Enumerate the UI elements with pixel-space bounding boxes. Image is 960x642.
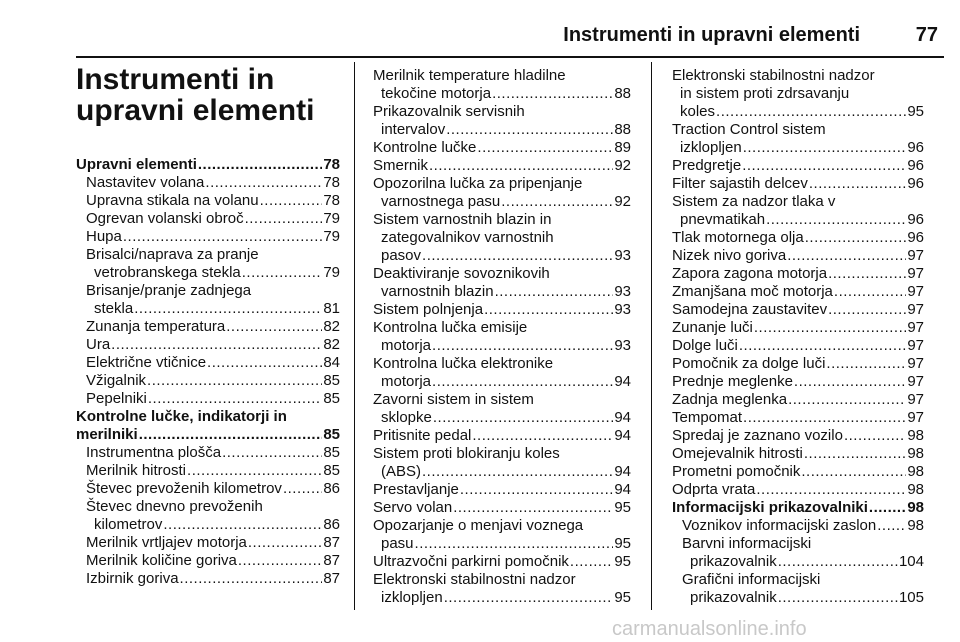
toc-entry[interactable]: Smernik ..... 92 (373, 157, 631, 175)
column-divider (651, 62, 652, 610)
toc-entry[interactable]: Zmanjšana moč motorja ..... 97 (672, 283, 924, 301)
toc-entry[interactable]: Zunanja temperatura ..... 82 (76, 318, 340, 336)
toc-entry[interactable]: Elektronski stabilnostni nadzor in sistem proti zdrsavanju koles ..... 95 (672, 67, 924, 121)
toc-entry[interactable]: Kontrolna lučka elektronike motorja ..... 94 (373, 355, 631, 391)
toc-entry[interactable]: Kontrolna lučka emisije motorja ..... 93 (373, 319, 631, 355)
toc-column-1 (76, 63, 340, 588)
toc-entry[interactable]: Filter sajastih delcev ..... 96 (672, 175, 924, 193)
toc-entry[interactable]: Opozorilna lučka za pripenjanje varnostnega pasu ..... 92 (373, 175, 631, 211)
toc-entry[interactable]: Tempomat ..... 97 (672, 409, 924, 427)
column-divider (354, 62, 355, 610)
toc-entry[interactable]: Ogrevan volanski obroč ..... 79 (76, 210, 340, 228)
toc-entry[interactable]: Merilnik temperature hladilne tekočine motorja ..... 88 (373, 67, 631, 103)
toc-entry[interactable]: Omejevalnik hitrosti ..... 98 (672, 445, 924, 463)
toc-entry[interactable]: Samodejna zaustavitev ..... 97 (672, 301, 924, 319)
toc-entry[interactable]: Voznikov informacijski zaslon ..... 98 (672, 517, 924, 535)
header-title: Instrumenti in upravni elementi (563, 24, 860, 46)
toc-entry[interactable]: Upravna stikala na volanu ..... 78 (76, 192, 340, 210)
toc-entry[interactable]: Dolge luči ..... 97 (672, 337, 924, 355)
toc-entry[interactable]: Sistem proti blokiranju koles (ABS) ..... 94 (373, 445, 631, 481)
toc-entry[interactable]: Opozarjanje o menjavi voznega pasu ..... 95 (373, 517, 631, 553)
toc-section[interactable]: Upravni elementi ..... 78 (76, 156, 340, 174)
toc-entry[interactable]: Nizek nivo goriva ..... 97 (672, 247, 924, 265)
toc-entry[interactable]: Prednje meglenke ..... 97 (672, 373, 924, 391)
header-rule (76, 56, 944, 58)
toc-entry[interactable]: Vžigalnik ..... 85 (76, 372, 340, 390)
toc-entry[interactable]: Brisalci/naprava za pranje vetrobranskega stekla ..... 79 (76, 246, 340, 282)
toc-entry[interactable]: Servo volan ..... 95 (373, 499, 631, 517)
toc-entry[interactable]: Instrumentna plošča ..... 85 (76, 444, 340, 462)
toc-entry[interactable]: Sistem za nadzor tlaka v pnevmatikah ..... 96 (672, 193, 924, 229)
toc-entry[interactable]: Pepelniki ..... 85 (76, 390, 340, 408)
toc-section[interactable]: Informacijski prikazovalniki ..... 98 (672, 499, 924, 517)
toc-section[interactable]: Kontrolne lučke, indikatorji in merilniki ..... 85 (76, 408, 340, 444)
toc-entry[interactable]: Pomočnik za dolge luči ..... 97 (672, 355, 924, 373)
toc-entry[interactable]: Prikazovalnik servisnih intervalov ..... 88 (373, 103, 631, 139)
toc-entry[interactable]: Prestavljanje ..... 94 (373, 481, 631, 499)
toc-entry[interactable]: Sistem polnjenja ..... 93 (373, 301, 631, 319)
toc-entry[interactable]: Brisanje/pranje zadnjega stekla ..... 81 (76, 282, 340, 318)
toc-entry[interactable]: Nastavitev volana ..... 78 (76, 174, 340, 192)
toc-entry[interactable]: Zunanje luči ..... 97 (672, 319, 924, 337)
toc-entry[interactable]: Traction Control sistem izklopljen ..... 96 (672, 121, 924, 157)
toc-entry[interactable]: Prometni pomočnik ..... 98 (672, 463, 924, 481)
toc-entry[interactable]: Barvni informacijski prikazovalnik ..... 104 (672, 535, 924, 571)
toc-entry[interactable]: Merilnik hitrosti ..... 85 (76, 462, 340, 480)
toc-entry[interactable]: Merilnik količine goriva ..... 87 (76, 552, 340, 570)
toc-entry[interactable]: Merilnik vrtljajev motorja ..... 87 (76, 534, 340, 552)
toc-entry[interactable]: Grafični informacijski prikazovalnik ..... 105 (672, 571, 924, 607)
page-number: 77 (915, 24, 938, 46)
toc-entry[interactable]: Zadnja meglenka ..... 97 (672, 391, 924, 409)
toc-entry[interactable]: Ura ..... 82 (76, 336, 340, 354)
toc-entry[interactable]: Električne vtičnice ..... 84 (76, 354, 340, 372)
toc-entry[interactable]: Predgretje ..... 96 (672, 157, 924, 175)
toc-entry[interactable]: Števec dnevno prevoženih kilometrov ..... 86 (76, 498, 340, 534)
chapter-title: Instrumenti in upravni elementi (76, 63, 315, 127)
watermark: carmanualsonline.info (612, 618, 807, 640)
toc-entry[interactable]: Števec prevoženih kilometrov ..... 86 (76, 480, 340, 498)
toc-entry[interactable]: Tlak motornega olja ..... 96 (672, 229, 924, 247)
toc-entry[interactable]: Hupa ..... 79 (76, 228, 340, 246)
toc-column-3 (672, 67, 924, 607)
toc-column-2 (373, 67, 631, 607)
page-header (0, 22, 960, 52)
toc-entry[interactable]: Pritisnite pedal ..... 94 (373, 427, 631, 445)
toc-entry[interactable]: Ultrazvočni parkirni pomočnik ..... 95 (373, 553, 631, 571)
toc-entry[interactable]: Deaktiviranje sovoznikovih varnostnih blazin ..... 93 (373, 265, 631, 301)
toc-entry[interactable]: Kontrolne lučke ..... 89 (373, 139, 631, 157)
toc-entry[interactable]: Sistem varnostnih blazin in zategovalnikov varnostnih pasov ..... 93 (373, 211, 631, 265)
toc-entry[interactable]: Izbirnik goriva ..... 87 (76, 570, 340, 588)
toc-entry[interactable]: Zavorni sistem in sistem sklopke ..... 94 (373, 391, 631, 427)
toc-entry[interactable]: Spredaj je zaznano vozilo ..... 98 (672, 427, 924, 445)
toc-entry[interactable]: Zapora zagona motorja ..... 97 (672, 265, 924, 283)
toc-entry[interactable]: Odprta vrata ..... 98 (672, 481, 924, 499)
toc-entry[interactable]: Elektronski stabilnostni nadzor izklopljen ..... 95 (373, 571, 631, 607)
